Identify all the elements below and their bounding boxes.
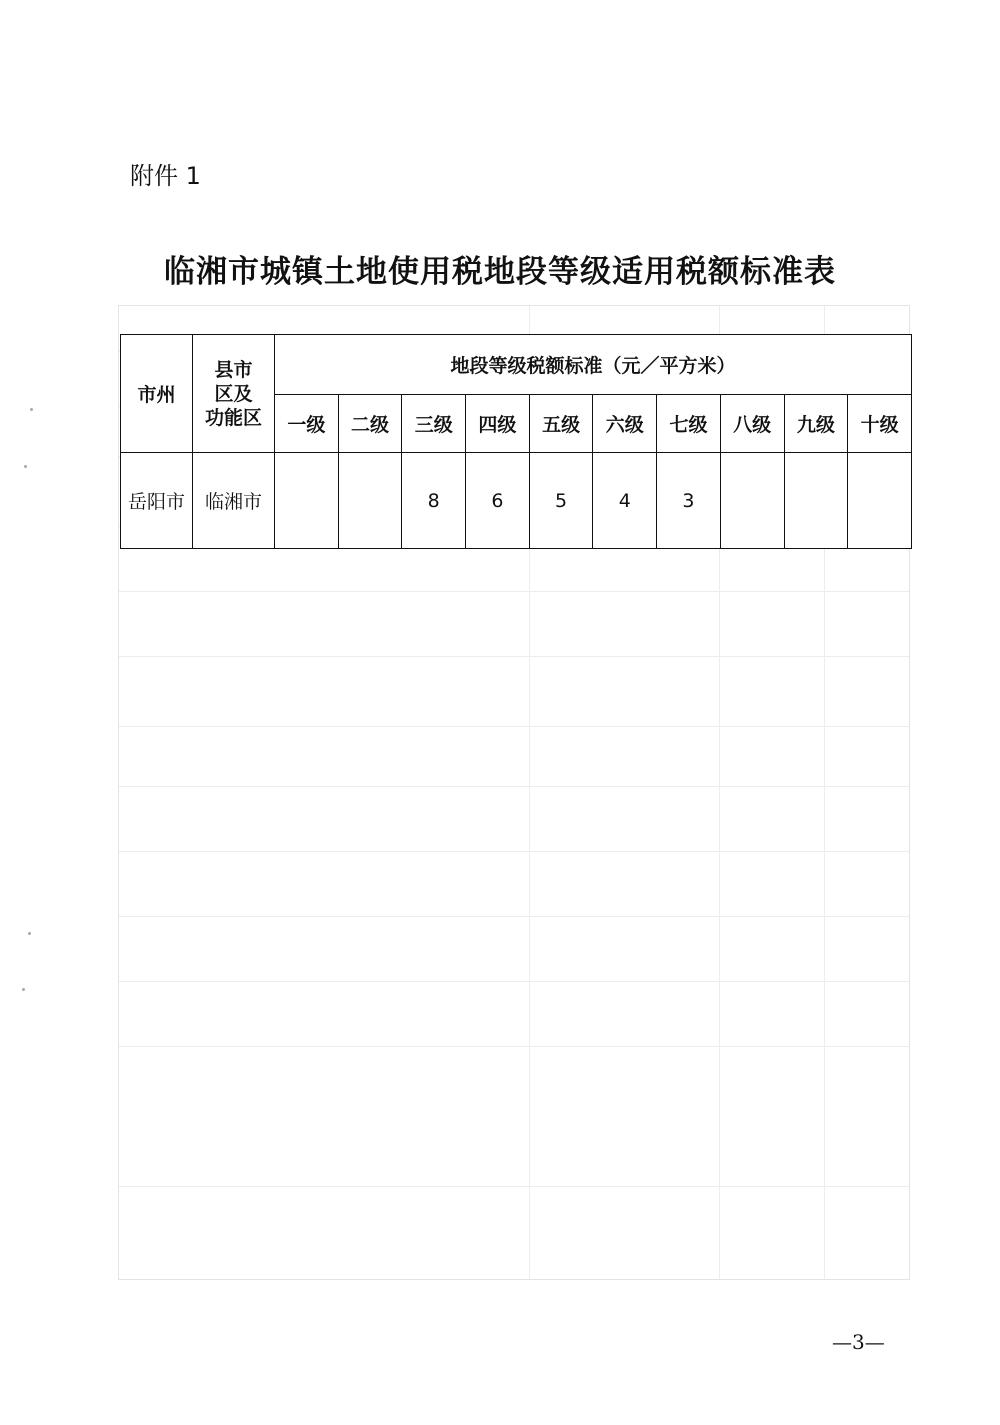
header-county [193, 335, 275, 453]
header-county-line: 县市 [214, 358, 253, 381]
cell-grade-7: 3 [657, 453, 721, 549]
table-row [121, 453, 912, 549]
cell-county: 临湘市 [193, 453, 275, 549]
cell-grade-1 [275, 453, 339, 549]
cell-grade-2 [338, 453, 402, 549]
header-grade-4: 四级 [466, 395, 530, 453]
header-city: 市州 [121, 335, 193, 453]
header-grade-3: 三级 [402, 395, 466, 453]
header-grade-8: 八级 [720, 395, 784, 453]
cell-grade-10 [848, 453, 912, 549]
header-row-1 [121, 335, 912, 395]
header-grade-2: 二级 [338, 395, 402, 453]
header-grade-6: 六级 [593, 395, 657, 453]
page-number: —3— [832, 1330, 885, 1354]
cell-grade-5: 5 [529, 453, 593, 549]
header-grade-10: 十级 [848, 395, 912, 453]
cell-grade-9 [784, 453, 848, 549]
header-grade-5: 五级 [529, 395, 593, 453]
header-county-line: 功能区 [204, 406, 262, 429]
attachment-label: 附件 1 [130, 162, 201, 190]
scan-speck [24, 465, 27, 468]
header-grade-group: 地段等级税额标准（元／平方米） [275, 335, 912, 395]
tax-standard-table [120, 334, 912, 549]
header-grade-1: 一级 [275, 395, 339, 453]
cell-grade-6: 4 [593, 453, 657, 549]
cell-city: 岳阳市 [121, 453, 193, 549]
cell-grade-8 [720, 453, 784, 549]
scan-speck [28, 932, 31, 935]
page-title: 临湘市城镇土地使用税地段等级适用税额标准表 [164, 254, 836, 290]
header-grade-7: 七级 [657, 395, 721, 453]
cell-grade-4: 6 [466, 453, 530, 549]
header-grade-9: 九级 [784, 395, 848, 453]
scan-speck [22, 988, 25, 991]
header-county-line: 区及 [214, 382, 253, 405]
cell-grade-3: 8 [402, 453, 466, 549]
scan-speck [30, 408, 33, 411]
